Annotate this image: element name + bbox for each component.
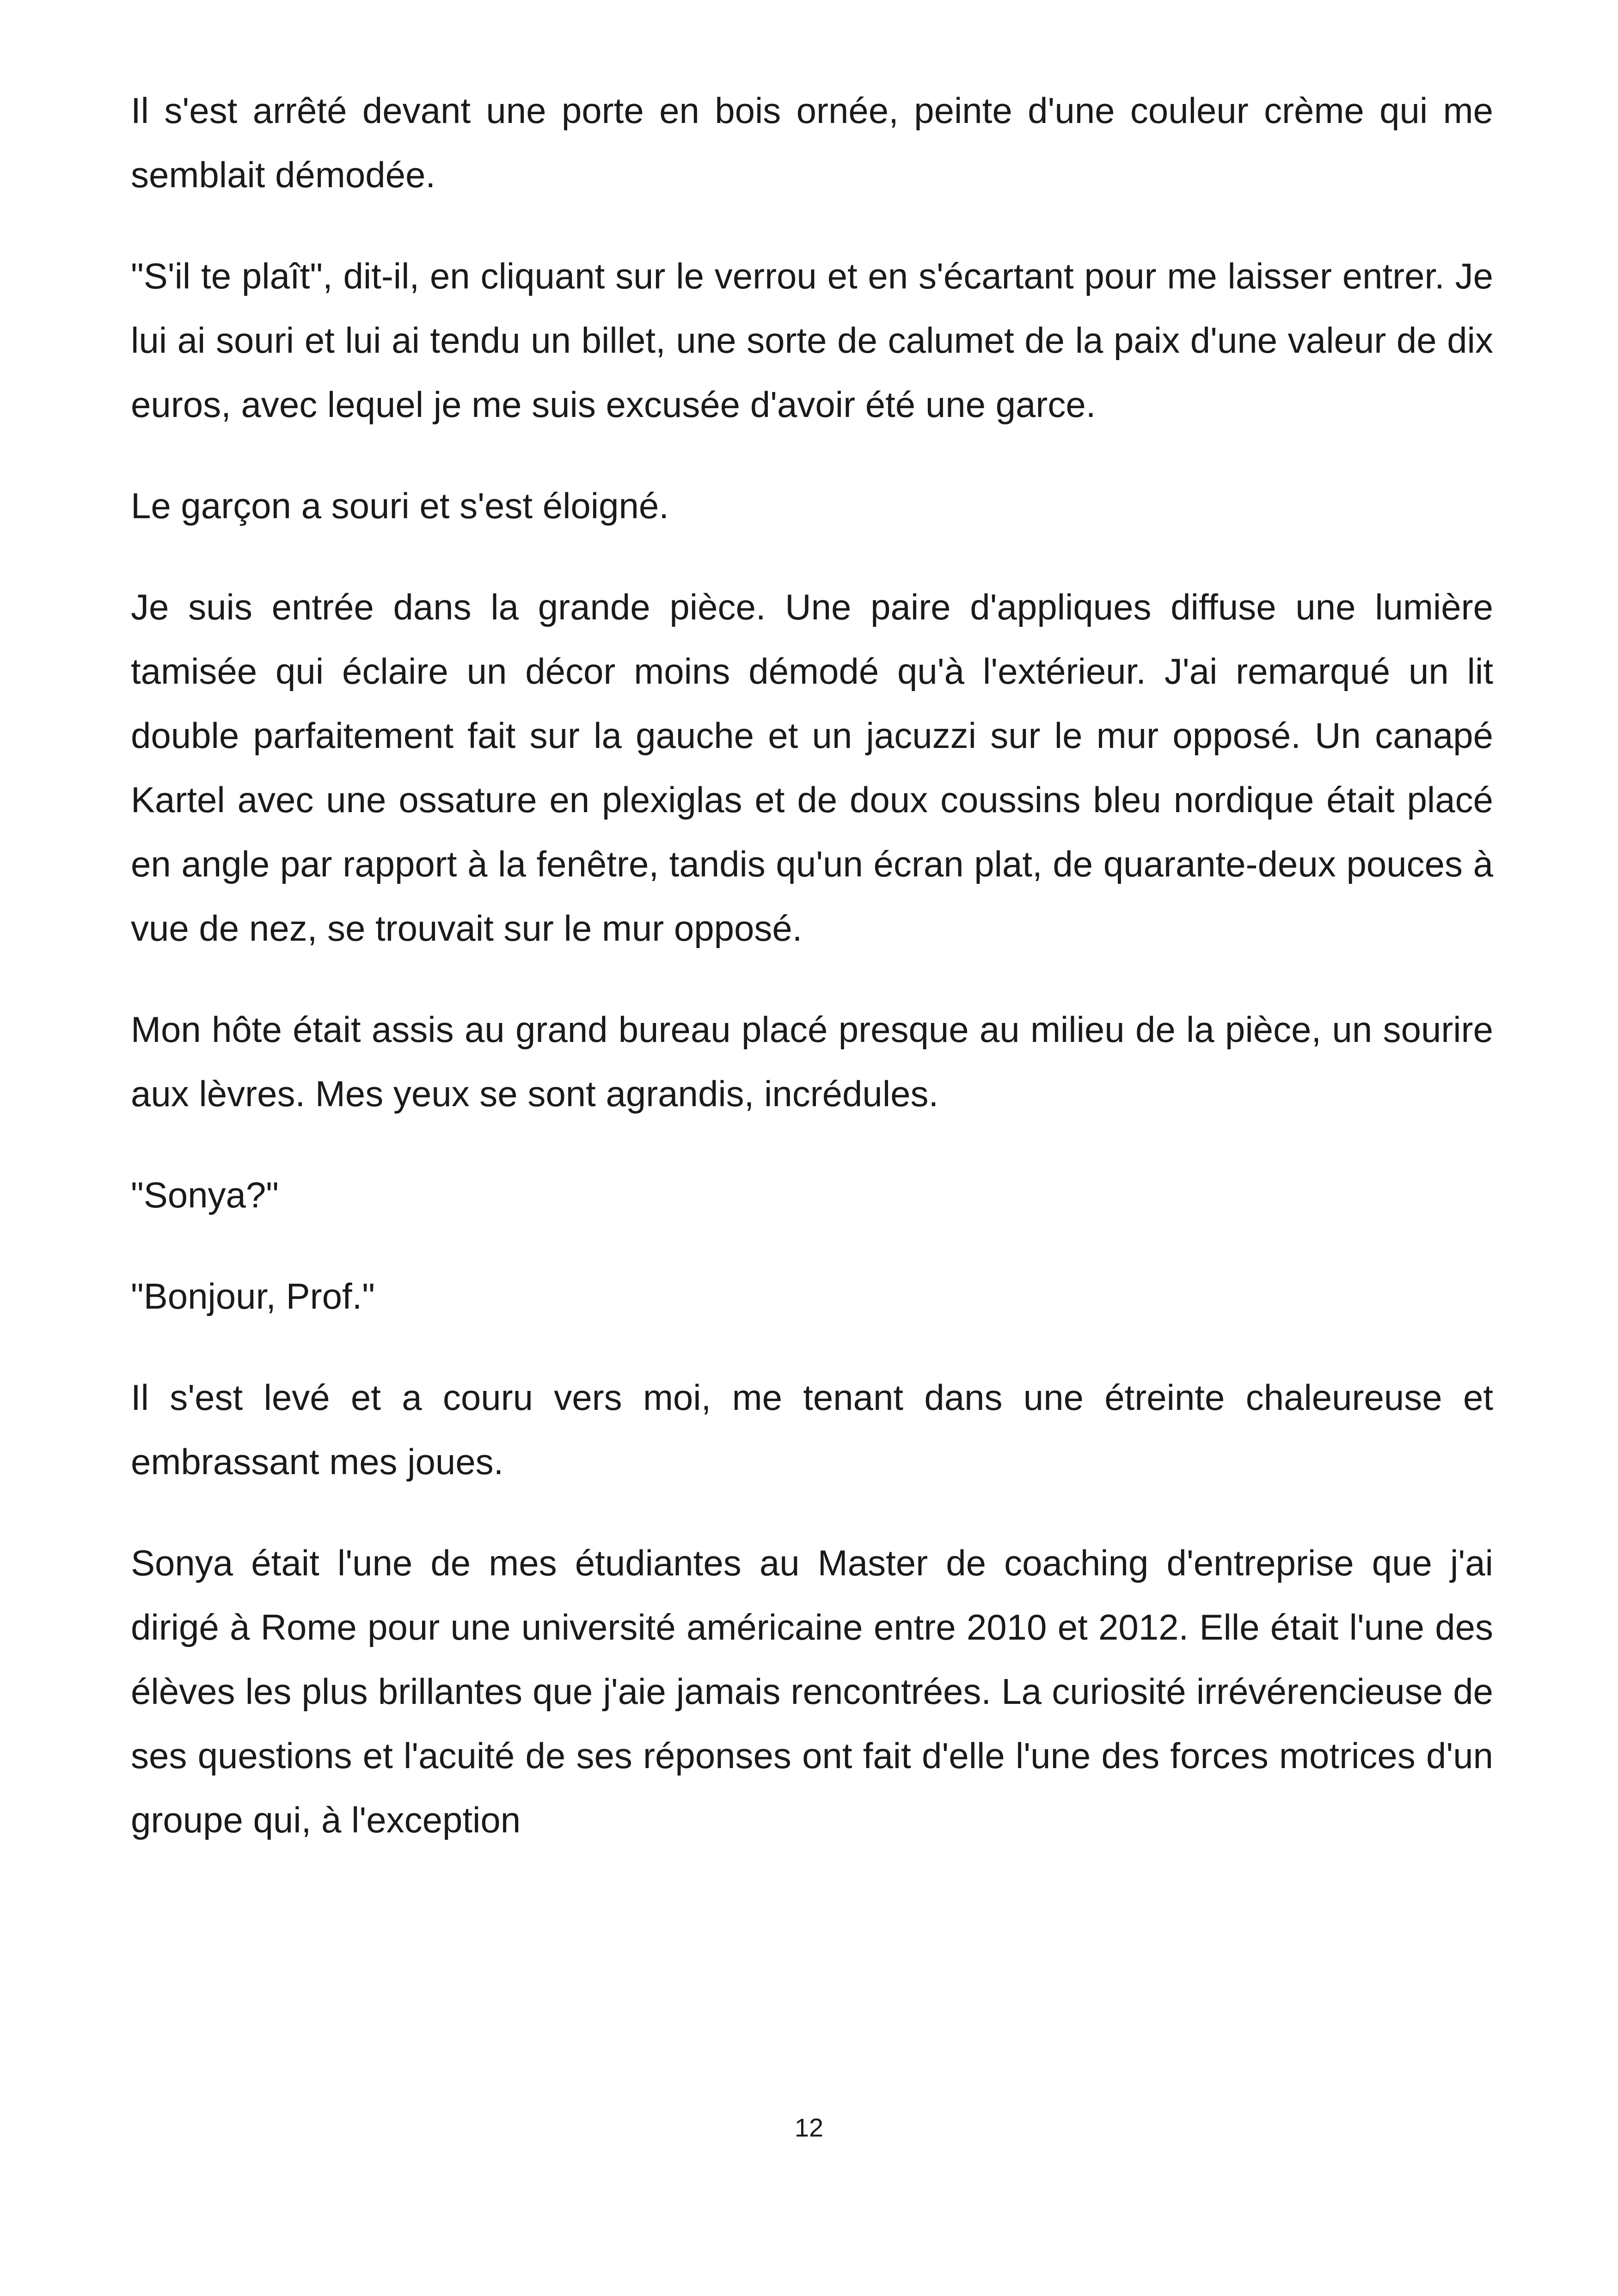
paragraph: Il s'est arrêté devant une porte en bois ornée, peinte d'une couleur crème qui me semblait démodée.: [131, 90, 1493, 195]
paragraph: Il s'est levé et a couru vers moi, me tenant dans une étreinte chaleureuse et embrassant mes joues.: [131, 1377, 1493, 1482]
paragraph: Sonya était l'une de mes étudiantes au Master de coaching d'entreprise que j'ai dirigé à Rome pour une université américaine entre 2010 et 2012. Elle était l'une des élèves les plus brillantes que j'aie jamais rencontrées. La curiosité irrévérencieuse de ses questions et l'acuité de ses réponses ont fait d'elle l'une des forces motrices d'un groupe qui, à l'exception: [131, 1543, 1493, 1840]
body-text: [131, 79, 1493, 1889]
paragraph: Mon hôte était assis au grand bureau placé presque au milieu de la pièce, un sourire aux lèvres. Mes yeux se sont agrandis, incrédules.: [131, 1009, 1493, 1114]
page-number: 12: [794, 2113, 824, 2142]
paragraph: "S'il te plaît", dit-il, en cliquant sur le verrou et en s'écartant pour me laisser entrer. Je lui ai souri et lui ai tendu un billet, une sorte de calumet de la paix d'une valeur de dix euros, avec lequel je me suis excusée d'avoir été une garce.: [131, 256, 1493, 425]
paragraph: "Bonjour, Prof.": [131, 1276, 375, 1316]
paragraph: "Sonya?": [131, 1175, 279, 1215]
paragraph: Le garçon a souri et s'est éloigné.: [131, 485, 669, 526]
paragraph: Je suis entrée dans la grande pièce. Une paire d'appliques diffuse une lumière tamisée qui éclaire un décor moins démodé qu'à l'extérieur. J'ai remarqué un lit double parfaitement fait sur la gauche et un jacuzzi sur le mur opposé. Un canapé Kartel avec une ossature en plexiglas et de doux coussins bleu nordique était placé en angle par rapport à la fenêtre, tandis qu'un écran plat, de quarante-deux pouces à vue de nez, se trouvait sur le mur opposé.: [131, 587, 1493, 949]
